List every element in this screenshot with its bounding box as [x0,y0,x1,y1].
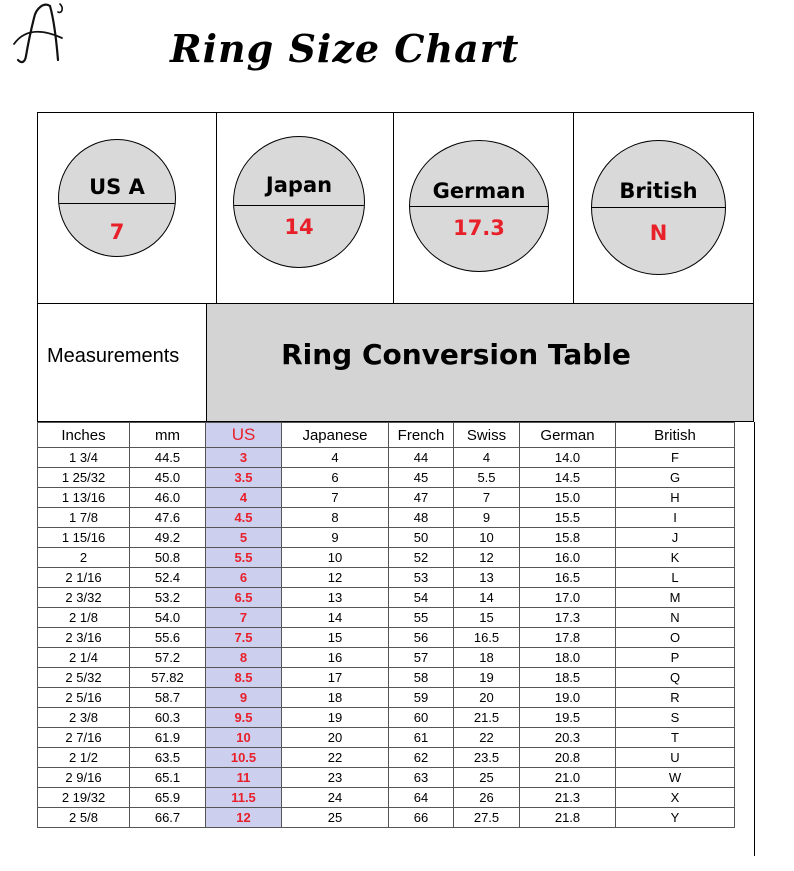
conversion-title: Ring Conversion Table [281,338,631,371]
cell-german: 16.5 [520,568,616,588]
british-size-circle [591,140,726,275]
cell-french: 53 [389,568,454,588]
table-row [38,728,735,748]
cell-french: 60 [389,708,454,728]
cell-mm: 60.3 [130,708,206,728]
cell-french: 54 [389,588,454,608]
table-row [38,568,735,588]
table-row [38,648,735,668]
cell-french: 47 [389,488,454,508]
table-row [38,528,735,548]
cell-inches: 2 1/2 [38,748,130,768]
cell-inches: 1 13/16 [38,488,130,508]
table-header-row [38,423,735,448]
cell-us: 3 [206,448,282,468]
cell-mm: 46.0 [130,488,206,508]
cell-mm: 57.82 [130,668,206,688]
cell-swiss: 18 [454,648,520,668]
cell-german: 18.0 [520,648,616,668]
cell-french: 66 [389,808,454,828]
circle-label: German [432,179,526,203]
cell-british: H [616,488,735,508]
cell-inches: 2 5/32 [38,668,130,688]
letter-a-monogram-icon [6,0,70,68]
cell-swiss: 25 [454,768,520,788]
cell-british: G [616,468,735,488]
column-header-french: French [389,423,454,448]
cell-swiss: 27.5 [454,808,520,828]
cell-british: O [616,628,735,648]
cell-french: 55 [389,608,454,628]
cell-inches: 2 5/8 [38,808,130,828]
cell-mm: 58.7 [130,688,206,708]
column-header-inches: Inches [38,423,130,448]
cell-us: 7.5 [206,628,282,648]
table-row [38,768,735,788]
cell-german: 16.0 [520,548,616,568]
cell-mm: 57.2 [130,648,206,668]
cell-british: Q [616,668,735,688]
cell-french: 48 [389,508,454,528]
table-row [38,488,735,508]
cell-swiss: 12 [454,548,520,568]
table-row [38,448,735,468]
cell-us: 7 [206,608,282,628]
cell-french: 56 [389,628,454,648]
cell-japanese: 15 [282,628,389,648]
cell-swiss: 10 [454,528,520,548]
measurements-label: Measurements [47,345,180,367]
cell-british: Y [616,808,735,828]
table-row [38,608,735,628]
cell-german: 17.0 [520,588,616,608]
cell-british: W [616,768,735,788]
cell-inches: 2 7/16 [38,728,130,748]
cell-french: 57 [389,648,454,668]
cell-french: 58 [389,668,454,688]
cell-german: 14.5 [520,468,616,488]
cell-german: 21.0 [520,768,616,788]
cell-japanese: 19 [282,708,389,728]
cell-inches: 1 7/8 [38,508,130,528]
cell-mm: 65.9 [130,788,206,808]
cell-swiss: 16.5 [454,628,520,648]
cell-inches: 1 15/16 [38,528,130,548]
table-row [38,748,735,768]
cell-us: 6.5 [206,588,282,608]
cell-mm: 44.5 [130,448,206,468]
cell-german: 14.0 [520,448,616,468]
cell-japanese: 16 [282,648,389,668]
cell-japanese: 9 [282,528,389,548]
cell-british: F [616,448,735,468]
cell-inches: 2 3/16 [38,628,130,648]
table-row [38,668,735,688]
cell-inches: 1 25/32 [38,468,130,488]
column-header-japanese: Japanese [282,423,389,448]
cell-mm: 63.5 [130,748,206,768]
cell-inches: 2 [38,548,130,568]
cell-swiss: 4 [454,448,520,468]
cell-japanese: 4 [282,448,389,468]
table-row [38,548,735,568]
cell-swiss: 26 [454,788,520,808]
cell-inches: 2 3/32 [38,588,130,608]
circle-value: 7 [109,220,125,244]
cell-mm: 49.2 [130,528,206,548]
cell-us: 5.5 [206,548,282,568]
cell-mm: 45.0 [130,468,206,488]
table-row [38,688,735,708]
cell-japanese: 24 [282,788,389,808]
cell-japanese: 6 [282,468,389,488]
cell-german: 18.5 [520,668,616,688]
table-row [38,588,735,608]
cell-us: 3.5 [206,468,282,488]
cell-french: 61 [389,728,454,748]
cell-german: 21.3 [520,788,616,808]
cell-swiss: 15 [454,608,520,628]
table-row [38,628,735,648]
cell-japanese: 14 [282,608,389,628]
cell-inches: 2 3/8 [38,708,130,728]
cell-inches: 2 9/16 [38,768,130,788]
cell-japanese: 18 [282,688,389,708]
cell-japanese: 8 [282,508,389,528]
cell-british: U [616,748,735,768]
cell-french: 45 [389,468,454,488]
cell-german: 15.5 [520,508,616,528]
cell-british: S [616,708,735,728]
japan-size-circle [233,136,365,268]
us-size-circle [58,139,176,257]
cell-german: 19.5 [520,708,616,728]
cell-german: 17.3 [520,608,616,628]
circle-label: British [619,179,698,203]
cell-inches: 2 19/32 [38,788,130,808]
cell-british: X [616,788,735,808]
cell-british: I [616,508,735,528]
cell-swiss: 9 [454,508,520,528]
cell-mm: 50.8 [130,548,206,568]
cell-inches: 2 1/4 [38,648,130,668]
cell-french: 63 [389,768,454,788]
cell-swiss: 21.5 [454,708,520,728]
cell-french: 50 [389,528,454,548]
cell-us: 9.5 [206,708,282,728]
cell-japanese: 20 [282,728,389,748]
cell-us: 12 [206,808,282,828]
cell-inches: 2 5/16 [38,688,130,708]
column-header-swiss: Swiss [454,423,520,448]
cell-us: 5 [206,528,282,548]
cell-french: 62 [389,748,454,768]
cell-mm: 55.6 [130,628,206,648]
cell-japanese: 23 [282,768,389,788]
cell-british: K [616,548,735,568]
cell-mm: 61.9 [130,728,206,748]
cell-us: 9 [206,688,282,708]
cell-us: 11 [206,768,282,788]
cell-us: 10.5 [206,748,282,768]
table-row [38,708,735,728]
cell-mm: 53.2 [130,588,206,608]
cell-japanese: 13 [282,588,389,608]
cell-japanese: 22 [282,748,389,768]
cell-swiss: 19 [454,668,520,688]
column-header-british: British [616,423,735,448]
cell-swiss: 5.5 [454,468,520,488]
cell-german: 20.3 [520,728,616,748]
cell-us: 6 [206,568,282,588]
cell-mm: 47.6 [130,508,206,528]
cell-japanese: 12 [282,568,389,588]
cell-french: 52 [389,548,454,568]
cell-german: 15.0 [520,488,616,508]
cell-mm: 66.7 [130,808,206,828]
cell-us: 11.5 [206,788,282,808]
table-row [38,508,735,528]
cell-british: L [616,568,735,588]
table-row [38,808,735,828]
cell-swiss: 23.5 [454,748,520,768]
page-title: Ring Size Chart [170,26,520,71]
table-row [38,468,735,488]
cell-us: 4.5 [206,508,282,528]
cell-swiss: 7 [454,488,520,508]
table-right-edge [754,422,755,856]
circle-value: N [649,221,668,245]
cell-british: T [616,728,735,748]
cell-french: 59 [389,688,454,708]
cell-japanese: 17 [282,668,389,688]
table-row [38,788,735,808]
cell-german: 15.8 [520,528,616,548]
cell-british: N [616,608,735,628]
cell-british: R [616,688,735,708]
cell-french: 64 [389,788,454,808]
cell-us: 4 [206,488,282,508]
cell-japanese: 25 [282,808,389,828]
ring-conversion-table [37,422,735,828]
cell-british: P [616,648,735,668]
cell-us: 10 [206,728,282,748]
cell-german: 21.8 [520,808,616,828]
cell-british: M [616,588,735,608]
column-header-us: US [206,423,282,448]
cell-german: 20.8 [520,748,616,768]
cell-mm: 65.1 [130,768,206,788]
cell-inches: 2 1/16 [38,568,130,588]
cell-mm: 54.0 [130,608,206,628]
circle-label: Japan [265,173,333,197]
circle-value: 14 [284,215,314,239]
cell-us: 8.5 [206,668,282,688]
german-size-circle [409,140,549,272]
cell-swiss: 22 [454,728,520,748]
column-header-mm: mm [130,423,206,448]
cell-french: 44 [389,448,454,468]
cell-british: J [616,528,735,548]
cell-swiss: 20 [454,688,520,708]
circle-value: 17.3 [453,216,505,240]
cell-inches: 1 3/4 [38,448,130,468]
cell-japanese: 7 [282,488,389,508]
circle-label: US A [89,175,145,199]
column-header-german: German [520,423,616,448]
cell-japanese: 10 [282,548,389,568]
cell-swiss: 14 [454,588,520,608]
cell-swiss: 13 [454,568,520,588]
cell-inches: 2 1/8 [38,608,130,628]
cell-german: 19.0 [520,688,616,708]
cell-german: 17.8 [520,628,616,648]
cell-us: 8 [206,648,282,668]
cell-mm: 52.4 [130,568,206,588]
